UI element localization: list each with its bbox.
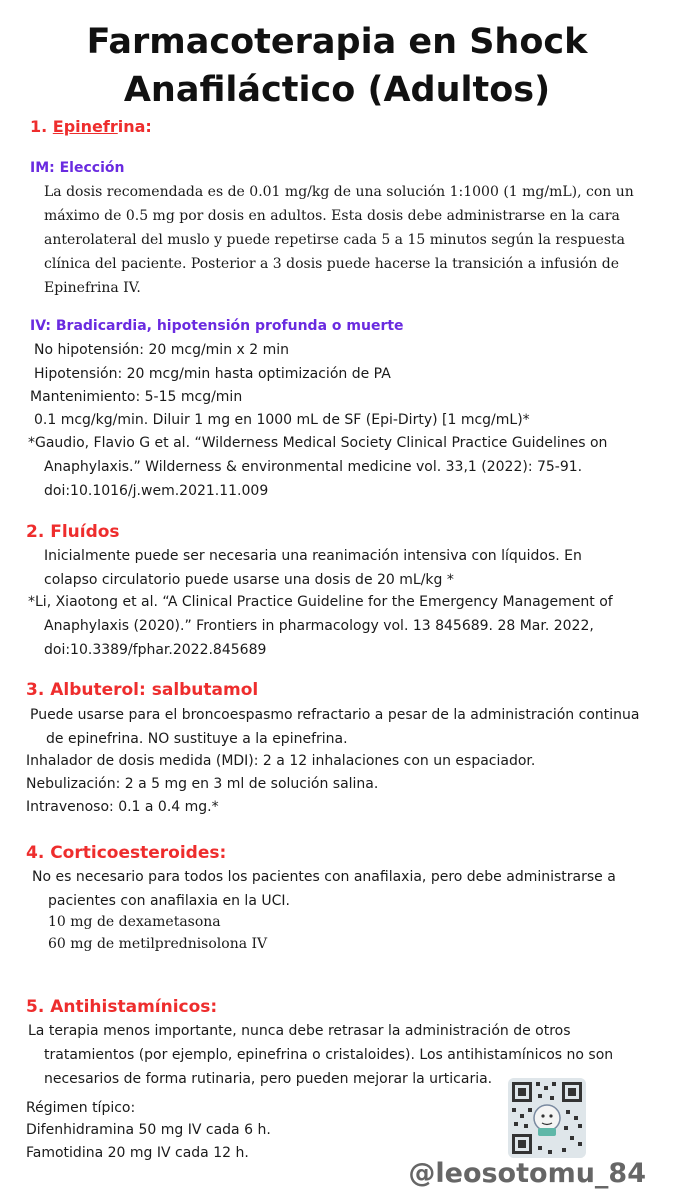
albuterol-line-2: Nebulización: 2 a 5 mg en 3 ml de solución salina. — [26, 776, 379, 792]
albuterol-line-3: Intravenoso: 0.1 a 0.4 mg.* — [26, 799, 219, 815]
corticoesteroides-line-1: 10 mg de dexametasona — [48, 914, 221, 930]
title-line-1: Farmacoterapia en Shock — [86, 22, 588, 62]
albuterol-text: Puede usarse para el broncoespasmo refractario a pesar de la administración continua de epinefrina. NO sustituye a la epinefrina. — [30, 707, 640, 747]
fluidos-text: Inicialmente puede ser necesaria una reanimación intensiva con líquidos. En colapso circulatorio puede usarse una dosis de 20 mL/kg * — [44, 548, 582, 588]
section-antihistaminicos-heading: 5. Antihistamínicos: — [26, 997, 218, 1017]
antihistaminicos-line-1: Difenhidramina 50 mg IV cada 6 h. — [26, 1122, 271, 1138]
im-heading: IM: Elección — [30, 160, 125, 176]
antihistaminicos-text: La terapia menos importante, nunca debe retrasar la administración de otros tratamientos (por ejemplo, epinefrina o cristaloides). Los antihistamínicos no son necesarios de forma rutinaria, pero pueden mejorar la urticaria. — [28, 1023, 614, 1087]
iv-line-1: No hipotensión: 20 mcg/min x 2 min — [34, 342, 290, 358]
fluidos-reference: *Li, Xiaotong et al. “A Clinical Practice Guideline for the Emergency Management of Anaphylaxis (2020).” Frontiers in pharmacology vol. 13 845689. 28 Mar. 2022, doi:10.3389/fphar.2022.845689 — [28, 594, 613, 658]
corticoesteroides-line-2: 60 mg de metilprednisolona IV — [48, 936, 268, 952]
regimen-label: Régimen típico: — [26, 1100, 136, 1116]
section-epinefrina-heading — [30, 117, 152, 136]
antihistaminicos-line-2: Famotidina 20 mg IV cada 12 h. — [26, 1145, 249, 1161]
heading-prefix: 1. — [30, 117, 53, 136]
albuterol-line-1: Inhalador de dosis medida (MDI): 2 a 12 inhalaciones con un espaciador. — [26, 753, 536, 769]
heading-underlined: Epinefr — [52, 117, 118, 136]
iv-line-3: Mantenimiento: 5-15 mcg/min — [30, 389, 243, 405]
section-albuterol-heading: 3. Albuterol: salbutamol — [26, 680, 259, 700]
heading-suffix: ina: — [117, 117, 152, 136]
iv-heading: IV: Bradicardia, hipotensión profunda o muerte — [30, 318, 404, 334]
im-text: La dosis recomendada es de 0.01 mg/kg de una solución 1:1000 (1 mg/mL), con un máximo de 0.5 mg por dosis en adultos. Esta dosis debe administrarse en la cara anterolateral del muslo y puede repetirse cada 5 a 15 minutos según la respuesta clínica del paciente. Posterior a 3 dosis puede hacerse la transición a infusión de Epinefrina IV. — [44, 184, 634, 296]
qr-code-icon — [508, 1078, 586, 1158]
section-corticoesteroides-heading: 4. Corticoesteroides: — [26, 843, 227, 863]
iv-reference: *Gaudio, Flavio G et al. “Wilderness Medical Society Clinical Practice Guidelines on Anaphylaxis.” Wilderness & environmental medicine vol. 33,1 (2022): 75-91. doi:10.1016/j.wem.2021.11.009 — [28, 435, 608, 499]
title-line-2: Anafiláctico (Adultos) — [123, 70, 551, 110]
page-title — [0, 18, 674, 114]
iv-line-2: Hipotensión: 20 mcg/min hasta optimización de PA — [34, 366, 391, 382]
section-fluidos-heading: 2. Fluídos — [26, 522, 120, 542]
author-handle: @leosotomu_84 — [408, 1158, 646, 1189]
iv-line-4: 0.1 mcg/kg/min. Diluir 1 mg en 1000 mL de SF (Epi-Dirty) [1 mcg/mL)* — [34, 412, 530, 428]
corticoesteroides-text: No es necesario para todos los pacientes con anafilaxia, pero debe administrarse a pacientes con anafilaxia en la UCI. — [32, 869, 616, 909]
